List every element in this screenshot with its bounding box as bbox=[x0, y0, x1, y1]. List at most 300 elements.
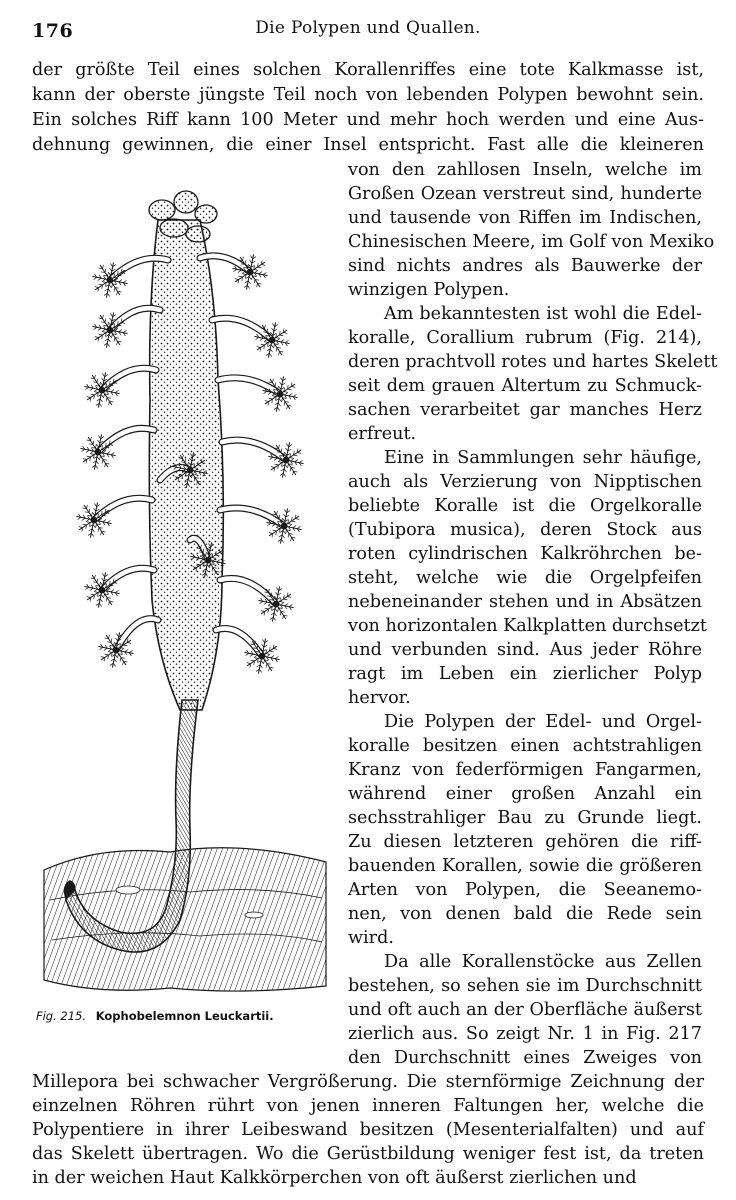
tentacle-pinnule bbox=[299, 460, 302, 462]
tentacle-pinnule bbox=[276, 339, 279, 341]
text-line: auch als Verzierung von Nipptischen bbox=[348, 472, 702, 492]
tentacle-pinnule bbox=[254, 271, 257, 273]
tentacle-pinnule bbox=[107, 293, 109, 296]
tentacle-pinnule bbox=[86, 522, 90, 523]
tentacle-pinnule bbox=[111, 390, 114, 392]
tentacle-pinnule bbox=[114, 338, 115, 342]
text-line: seit dem grauen Altertum zu Schmuck- bbox=[348, 376, 702, 396]
tentacle-pinnule bbox=[290, 458, 294, 459]
polyp-mouth bbox=[114, 648, 119, 653]
tentacle-pinnule bbox=[294, 455, 298, 456]
tentacle-pinnule bbox=[295, 460, 298, 462]
tentacle-pinnule bbox=[100, 382, 101, 386]
tentacle-pinnule bbox=[114, 642, 115, 646]
tentacle-pinnule bbox=[258, 267, 262, 268]
tentacle-pinnule bbox=[101, 394, 103, 397]
tentacle-pinnule bbox=[271, 344, 273, 347]
tentacle-pinnule bbox=[250, 256, 252, 259]
polyp-mouth bbox=[284, 458, 289, 463]
tentacle-pinnule bbox=[243, 257, 244, 261]
polyp-mouth bbox=[108, 328, 113, 333]
tentacle-pinnule bbox=[272, 524, 275, 526]
tentacle-pinnule bbox=[101, 382, 103, 385]
tentacle-pinnule bbox=[265, 608, 269, 609]
tentacle-pinnule bbox=[103, 520, 106, 522]
tentacle-pinnule bbox=[277, 407, 279, 410]
text-line: Großen Ozean verstreut sind, hunderte bbox=[348, 184, 702, 204]
tentacle-pinnule bbox=[289, 604, 292, 606]
tentacle-pinnule bbox=[98, 278, 101, 280]
tentacle-pinnule bbox=[101, 582, 103, 585]
tentacle-pinnule bbox=[90, 588, 93, 590]
tentacle-pinnule bbox=[256, 337, 259, 339]
tentacle-pinnule bbox=[87, 397, 91, 398]
tentacle-pinnule bbox=[104, 648, 107, 650]
text-line: das Skelett übertragen. Wo die Gerüstbildung weniger fest ist, da treten bbox=[32, 1144, 704, 1164]
tentacle-pinnule bbox=[115, 590, 118, 592]
text-line: nen, von denen bald die Rede sein bbox=[348, 904, 702, 924]
tentacle-pinnule bbox=[262, 644, 264, 647]
tentacle-pinnule bbox=[235, 279, 239, 280]
tentacle-pinnule bbox=[276, 528, 280, 529]
text-line: erfreut. bbox=[348, 424, 417, 444]
tentacle-pinnule bbox=[87, 597, 91, 598]
tentacle-pinnule bbox=[95, 465, 97, 468]
tentacle-pinnule bbox=[96, 524, 97, 528]
tentacle-pinnule bbox=[82, 449, 85, 451]
tentacle-pinnule bbox=[98, 440, 100, 443]
tentacle-pinnule bbox=[274, 344, 275, 348]
tentacle-pinnule bbox=[284, 599, 288, 600]
tentacle-pinnule bbox=[95, 337, 99, 338]
tentacle-pinnule bbox=[284, 510, 286, 513]
tentacle-pinnule bbox=[93, 524, 95, 527]
tentacle-pinnule bbox=[279, 398, 281, 401]
tentacle-pinnule bbox=[283, 333, 287, 334]
tentacle-pinnule bbox=[274, 458, 277, 460]
tentacle-pinnule bbox=[105, 319, 106, 323]
tentacle-pinnule bbox=[111, 452, 114, 454]
text-line: wird. bbox=[348, 928, 394, 948]
tentacle-pinnule bbox=[269, 667, 270, 671]
tentacle-pinnule bbox=[99, 334, 103, 335]
tentacle-pinnule bbox=[291, 387, 295, 388]
tentacle-pinnule bbox=[268, 392, 271, 394]
polyp-mouth bbox=[108, 278, 113, 283]
tentacle-pinnule bbox=[96, 461, 98, 464]
tentacle-pinnule bbox=[269, 533, 273, 534]
text-line: sachen verarbeitet gar manches Herz bbox=[348, 400, 702, 420]
figure-caption bbox=[36, 1008, 326, 1024]
page-header bbox=[32, 14, 704, 42]
polyp-mouth bbox=[270, 338, 275, 343]
tentacle-pinnule bbox=[124, 645, 128, 646]
text-line: sind nichts andres als Bauwerke der bbox=[348, 256, 702, 276]
tentacle-pinnule bbox=[86, 519, 89, 521]
paragraph-start: Da alle Korallenstöcke aus Zellen bbox=[384, 952, 702, 972]
figure-number: Fig. 215. bbox=[36, 1009, 87, 1023]
tentacle-pinnule bbox=[91, 594, 95, 595]
tentacle-pinnule bbox=[288, 534, 289, 538]
tentacle-pinnule bbox=[260, 601, 263, 603]
tentacle-pinnule bbox=[95, 375, 96, 379]
tentacle-pinnule bbox=[94, 277, 97, 279]
tentacle-pinnule bbox=[107, 520, 110, 522]
tentacle-pinnule bbox=[242, 274, 246, 275]
tentacle-pinnule bbox=[117, 291, 118, 295]
tentacle-pinnule bbox=[297, 453, 301, 454]
tentacle-pinnule bbox=[283, 615, 284, 619]
tentacle-pinnule bbox=[279, 351, 280, 355]
text-line: Millepora bei schwacher Vergrößerung. Die sternförmige Zeichnung der bbox=[32, 1072, 704, 1092]
tentacle-pinnule bbox=[99, 284, 103, 285]
text-line: Zu diesen letzteren gehören die riff- bbox=[348, 832, 702, 852]
tentacle-pinnule bbox=[273, 530, 277, 531]
tentacle-pinnule bbox=[286, 444, 288, 447]
tentacle-pinnule bbox=[247, 285, 249, 288]
tentacle-pinnule bbox=[261, 611, 265, 612]
tentacle-pinnule bbox=[95, 287, 99, 288]
tentacle-pinnule bbox=[284, 469, 286, 472]
text-line: (Tubipora musica), deren Stock aus bbox=[348, 520, 702, 540]
text-line: von den zahllosen Inseln, welche im bbox=[348, 160, 702, 180]
tentacle-pinnule bbox=[269, 398, 273, 399]
tentacle-pinnule bbox=[83, 459, 87, 460]
tentacle-pinnule bbox=[275, 383, 276, 387]
tentacle-pinnule bbox=[273, 617, 275, 620]
paragraph-start: Die Polypen der Edel- und Orgel- bbox=[384, 712, 702, 732]
tentacle-pinnule bbox=[114, 288, 115, 292]
tentacle-pinnule bbox=[279, 515, 280, 519]
tentacle-pinnule bbox=[266, 655, 269, 657]
tentacle-pinnule bbox=[239, 276, 243, 277]
tentacle-pinnule bbox=[288, 389, 292, 390]
tentacle-pinnule bbox=[97, 444, 99, 447]
tentacle-pinnule bbox=[102, 374, 104, 377]
tentacle-pinnule bbox=[269, 353, 271, 356]
tentacle-pinnule bbox=[276, 338, 280, 339]
tentacle-pinnule bbox=[268, 603, 271, 605]
tentacle-pinnule bbox=[281, 539, 283, 542]
tentacle-pinnule bbox=[127, 643, 131, 644]
tentacle-pinnule bbox=[90, 451, 93, 453]
text-line: Ein solches Riff kann 100 Meter und mehr hoch werden und eine Aus- bbox=[32, 110, 704, 130]
tentacle-pinnule bbox=[110, 318, 112, 321]
coral-illustration bbox=[40, 180, 328, 1010]
text-line: Arten von Polypen, die Seeanemo- bbox=[348, 880, 702, 900]
text-line: winzigen Polypen. bbox=[348, 280, 510, 300]
tentacle-pinnule bbox=[117, 341, 118, 345]
tentacle-pinnule bbox=[92, 529, 94, 532]
tentacle-pinnule bbox=[252, 276, 253, 280]
running-title: Die Polypen und Quallen. bbox=[255, 18, 481, 38]
tentacle-pinnule bbox=[102, 332, 106, 333]
tentacle-pinnule bbox=[103, 315, 104, 319]
tentacle-pinnule bbox=[118, 654, 119, 658]
tentacle-pinnule bbox=[254, 280, 255, 284]
tentacle-pinnule bbox=[264, 391, 267, 393]
tentacle-pinnule bbox=[123, 661, 124, 665]
tentacle-pinnule bbox=[284, 402, 285, 406]
tentacle-pinnule bbox=[283, 530, 285, 533]
tentacle-pinnule bbox=[105, 463, 106, 467]
tentacle-pinnule bbox=[108, 322, 109, 326]
tentacle-pinnule bbox=[254, 655, 257, 657]
tentacle-pinnule bbox=[246, 653, 249, 655]
tentacle-pinnule bbox=[105, 269, 106, 273]
tentacle-pinnule bbox=[99, 603, 101, 606]
tentacle-pinnule bbox=[111, 639, 112, 643]
tentacle-pinnule bbox=[109, 601, 110, 605]
text-line: und oft auch an der Oberfläche äußerst bbox=[348, 1000, 702, 1020]
text-line: hervor. bbox=[348, 688, 411, 708]
text-line: Polypentiere in ihrer Leibeswand besitzen (Mesenterialfalten) und auf bbox=[32, 1120, 704, 1140]
paragraph-start: Eine in Sammlungen sehr häufige, bbox=[384, 448, 702, 468]
tentacle-pinnule bbox=[107, 452, 110, 454]
tentacle-pinnule bbox=[264, 342, 268, 343]
tentacle-pinnule bbox=[113, 663, 115, 666]
tentacle-pinnule bbox=[282, 398, 283, 402]
tentacle-pinnule bbox=[102, 279, 105, 281]
polyp-mouth bbox=[282, 524, 287, 529]
tentacle-pinnule bbox=[279, 445, 280, 449]
tentacle-pinnule bbox=[278, 403, 280, 406]
tentacle-pinnule bbox=[109, 272, 111, 275]
tentacle-pinnule bbox=[297, 526, 300, 528]
text-line: roten cylindrischen Kalkröhrchen be- bbox=[348, 544, 702, 564]
tentacle-pinnule bbox=[264, 660, 265, 664]
polyp-mouth bbox=[274, 602, 279, 607]
tentacle-pinnule bbox=[114, 659, 116, 662]
tentacle-pinnule bbox=[275, 608, 277, 611]
tentacle-pinnule bbox=[285, 464, 287, 467]
tentacle-pinnule bbox=[291, 537, 292, 541]
tentacle-pinnule bbox=[120, 658, 121, 662]
tentacle-pinnule bbox=[125, 650, 128, 652]
tentacle-pinnule bbox=[285, 604, 288, 606]
tentacle-pinnule bbox=[91, 533, 93, 536]
tentacle-pinnule bbox=[102, 578, 104, 581]
tentacle-pinnule bbox=[276, 588, 278, 591]
tentacle-pinnule bbox=[100, 647, 103, 649]
tentacle-pinnule bbox=[264, 602, 267, 604]
tentacle-pinnule bbox=[91, 394, 95, 395]
tentacle-pinnule bbox=[257, 347, 261, 348]
tentacle-pinnule bbox=[110, 268, 112, 271]
tentacle-pinnule bbox=[247, 663, 251, 664]
tentacle-pinnule bbox=[116, 634, 118, 637]
tentacle-pinnule bbox=[102, 329, 105, 331]
tentacle-pinnule bbox=[109, 635, 110, 639]
tentacle-pinnule bbox=[106, 398, 107, 402]
text-line: in der weichen Haut Kalkkörperchen von oft äußerst zierlichen und bbox=[32, 1168, 637, 1188]
tentacle-pinnule bbox=[282, 535, 284, 538]
tentacle-pinnule bbox=[257, 283, 258, 287]
tentacle-pinnule bbox=[272, 324, 274, 327]
tentacle-pinnule bbox=[281, 449, 282, 453]
tentacle-pinnule bbox=[96, 444, 97, 448]
tentacle-pinnule bbox=[83, 524, 87, 525]
text-line: koralle besitzen einen achtstrahligen bbox=[348, 736, 702, 756]
polyp-mouth bbox=[92, 518, 97, 523]
tentacle-pinnule bbox=[112, 284, 113, 288]
tentacle-pinnule bbox=[270, 349, 272, 352]
tentacle-pinnule bbox=[94, 589, 97, 591]
tentacle-pinnule bbox=[110, 264, 112, 267]
tentacle-pinnule bbox=[275, 656, 278, 658]
tentacle-pinnule bbox=[101, 531, 102, 535]
tentacle-pinnule bbox=[82, 518, 85, 520]
tentacle-pinnule bbox=[292, 521, 296, 522]
tentacle-pinnule bbox=[287, 597, 291, 598]
tentacle-pinnule bbox=[99, 403, 101, 406]
tentacle-pinnule bbox=[272, 328, 274, 331]
tentacle-pinnule bbox=[106, 598, 107, 602]
tentacle-pinnule bbox=[94, 389, 97, 391]
tentacle-pinnule bbox=[271, 656, 274, 658]
tentacle-pinnule bbox=[111, 590, 114, 592]
text-line: von horizontalen Kalkplatten durchsetzt bbox=[348, 616, 707, 636]
tentacle-pinnule bbox=[119, 280, 122, 282]
tentacle-pinnule bbox=[112, 334, 113, 338]
tentacle-pinnule bbox=[100, 582, 101, 586]
tentacle-pinnule bbox=[108, 272, 109, 276]
tentacle-pinnule bbox=[109, 401, 110, 405]
tentacle-pinnule bbox=[287, 405, 288, 409]
tentacle-pinnule bbox=[280, 378, 282, 381]
tentacle-pinnule bbox=[104, 394, 105, 398]
tentacle-pinnule bbox=[79, 527, 83, 528]
tentacle-pinnule bbox=[119, 330, 122, 332]
tentacle-pinnule bbox=[251, 660, 255, 661]
tentacle-pinnule bbox=[290, 459, 293, 461]
text-line: während einer großen Anzahl ein bbox=[348, 784, 702, 804]
tentacle-pinnule bbox=[103, 265, 104, 269]
tentacle-pinnule bbox=[100, 599, 102, 602]
tentacle-pinnule bbox=[108, 649, 111, 651]
tentacle-pinnule bbox=[105, 654, 109, 655]
text-line: nebeneinander stehen und in Absätzen bbox=[348, 592, 702, 612]
tentacle-pinnule bbox=[101, 594, 103, 597]
tentacle-pinnule bbox=[265, 325, 266, 329]
tentacle-pinnule bbox=[93, 441, 94, 445]
tentacle-pinnule bbox=[250, 654, 253, 656]
tentacle-pinnule bbox=[268, 606, 272, 607]
coral-engraving bbox=[40, 180, 328, 1010]
tentacle-pinnule bbox=[288, 524, 292, 525]
tentacle-pinnule bbox=[293, 394, 296, 396]
tentacle-pinnule bbox=[263, 272, 266, 274]
text-line: sechsstrahliger Bau zu Grunde liegt. bbox=[348, 808, 702, 828]
text-line: dehnung gewinnen, die einer Insel entspricht. Fast alle die kleineren bbox=[32, 135, 704, 155]
polyp-mouth bbox=[278, 392, 283, 397]
tentacle-pinnule bbox=[93, 512, 95, 515]
tentacle-pinnule bbox=[261, 265, 265, 266]
tentacle-pinnule bbox=[273, 379, 274, 383]
text-line: bestehen, so sehen sie im Durchschnitt bbox=[348, 976, 702, 996]
paragraph-start: Am bekanntesten ist wohl die Edel- bbox=[384, 304, 702, 324]
text-line: und verbunden sind. Aus jeder Röhre bbox=[348, 640, 702, 660]
tentacle-pinnule bbox=[100, 456, 101, 460]
tentacle-pinnule bbox=[234, 269, 237, 271]
text-line: den Durchschnitt eines Zweiges von bbox=[348, 1048, 702, 1068]
text-line: der größte Teil eines solchen Korallenriffes eine tote Kalkmasse ist, bbox=[32, 60, 704, 80]
tentacle-pinnule bbox=[275, 464, 279, 465]
tentacle-pinnule bbox=[98, 436, 100, 439]
tentacle-pinnule bbox=[260, 665, 262, 668]
tentacle-pinnule bbox=[238, 270, 241, 272]
tentacle-pinnule bbox=[107, 343, 109, 346]
tentacle-pinnule bbox=[78, 517, 81, 519]
tentacle-pinnule bbox=[268, 523, 271, 525]
tentacle-pinnule bbox=[288, 464, 289, 468]
tentacle-pinnule bbox=[86, 587, 89, 589]
polyp-mouth bbox=[100, 588, 105, 593]
tentacle-pinnule bbox=[121, 323, 125, 324]
tentacle-pinnule bbox=[110, 314, 112, 317]
tentacle-pinnule bbox=[120, 649, 123, 651]
tentacle-pinnule bbox=[271, 467, 275, 468]
tentacle-pinnule bbox=[87, 505, 88, 509]
tentacle-pinnule bbox=[280, 612, 281, 616]
text-line: bauenden Korallen, sowie die größeren bbox=[348, 856, 702, 876]
tentacle-pinnule bbox=[261, 344, 265, 345]
tentacle-pinnule bbox=[108, 652, 112, 653]
tentacle-pinnule bbox=[278, 608, 279, 612]
tentacle-pinnule bbox=[245, 261, 246, 265]
tentacle-pinnule bbox=[94, 504, 96, 507]
text-line: ragt im Leben ein zierlicher Polyp bbox=[348, 664, 702, 684]
tentacle-pinnule bbox=[284, 392, 288, 393]
tentacle-pinnule bbox=[293, 526, 296, 528]
polyp-mouth bbox=[100, 388, 105, 393]
tentacle-pinnule bbox=[248, 281, 250, 284]
polyp-mouth bbox=[206, 558, 211, 563]
tentacle-pinnule bbox=[90, 388, 93, 390]
text-line: zierlich aus. So zeigt Nr. 1 in Fig. 217 bbox=[348, 1024, 702, 1044]
tentacle-pinnule bbox=[123, 280, 126, 282]
tentacle-pinnule bbox=[290, 468, 291, 472]
tentacle-pinnule bbox=[108, 339, 110, 342]
tentacle-pinnule bbox=[94, 592, 98, 593]
tentacle-pinnule bbox=[270, 651, 274, 652]
tentacle-pinnule bbox=[249, 276, 251, 279]
text-line: deren prachtvoll rotes und hartes Skelett bbox=[348, 352, 718, 372]
tentacle-pinnule bbox=[295, 519, 299, 520]
tentacle-pinnule bbox=[278, 462, 282, 463]
figure-title: Kophobelemnon Leuckartii. bbox=[95, 1009, 274, 1023]
tentacle-pinnule bbox=[284, 514, 286, 517]
tentacle-pinnule bbox=[266, 664, 267, 668]
tentacle-pinnule bbox=[277, 511, 278, 515]
tentacle-pinnule bbox=[293, 471, 294, 475]
tentacle-pinnule bbox=[285, 340, 288, 342]
tentacle-pinnule bbox=[265, 401, 269, 402]
tentacle-pinnule bbox=[94, 508, 96, 511]
tentacle-pinnule bbox=[102, 460, 103, 464]
tentacle-pinnule bbox=[276, 348, 277, 352]
tentacle-pinnule bbox=[280, 603, 283, 605]
text-line: kann der oberste jüngste Teil noch von lebenden Polypen bewohnt sein. bbox=[32, 85, 704, 105]
text-line: Kranz von federförmigen Fangarmen, bbox=[348, 760, 702, 780]
page-number: 176 bbox=[32, 20, 74, 42]
text-line: steht, welche wie die Orgelpfeifen bbox=[348, 568, 702, 588]
tentacle-pinnule bbox=[95, 575, 96, 579]
tentacle-pinnule bbox=[270, 457, 273, 459]
polyp-mouth bbox=[260, 654, 265, 659]
tentacle-pinnule bbox=[108, 289, 110, 292]
tentacle-pinnule bbox=[115, 390, 118, 392]
